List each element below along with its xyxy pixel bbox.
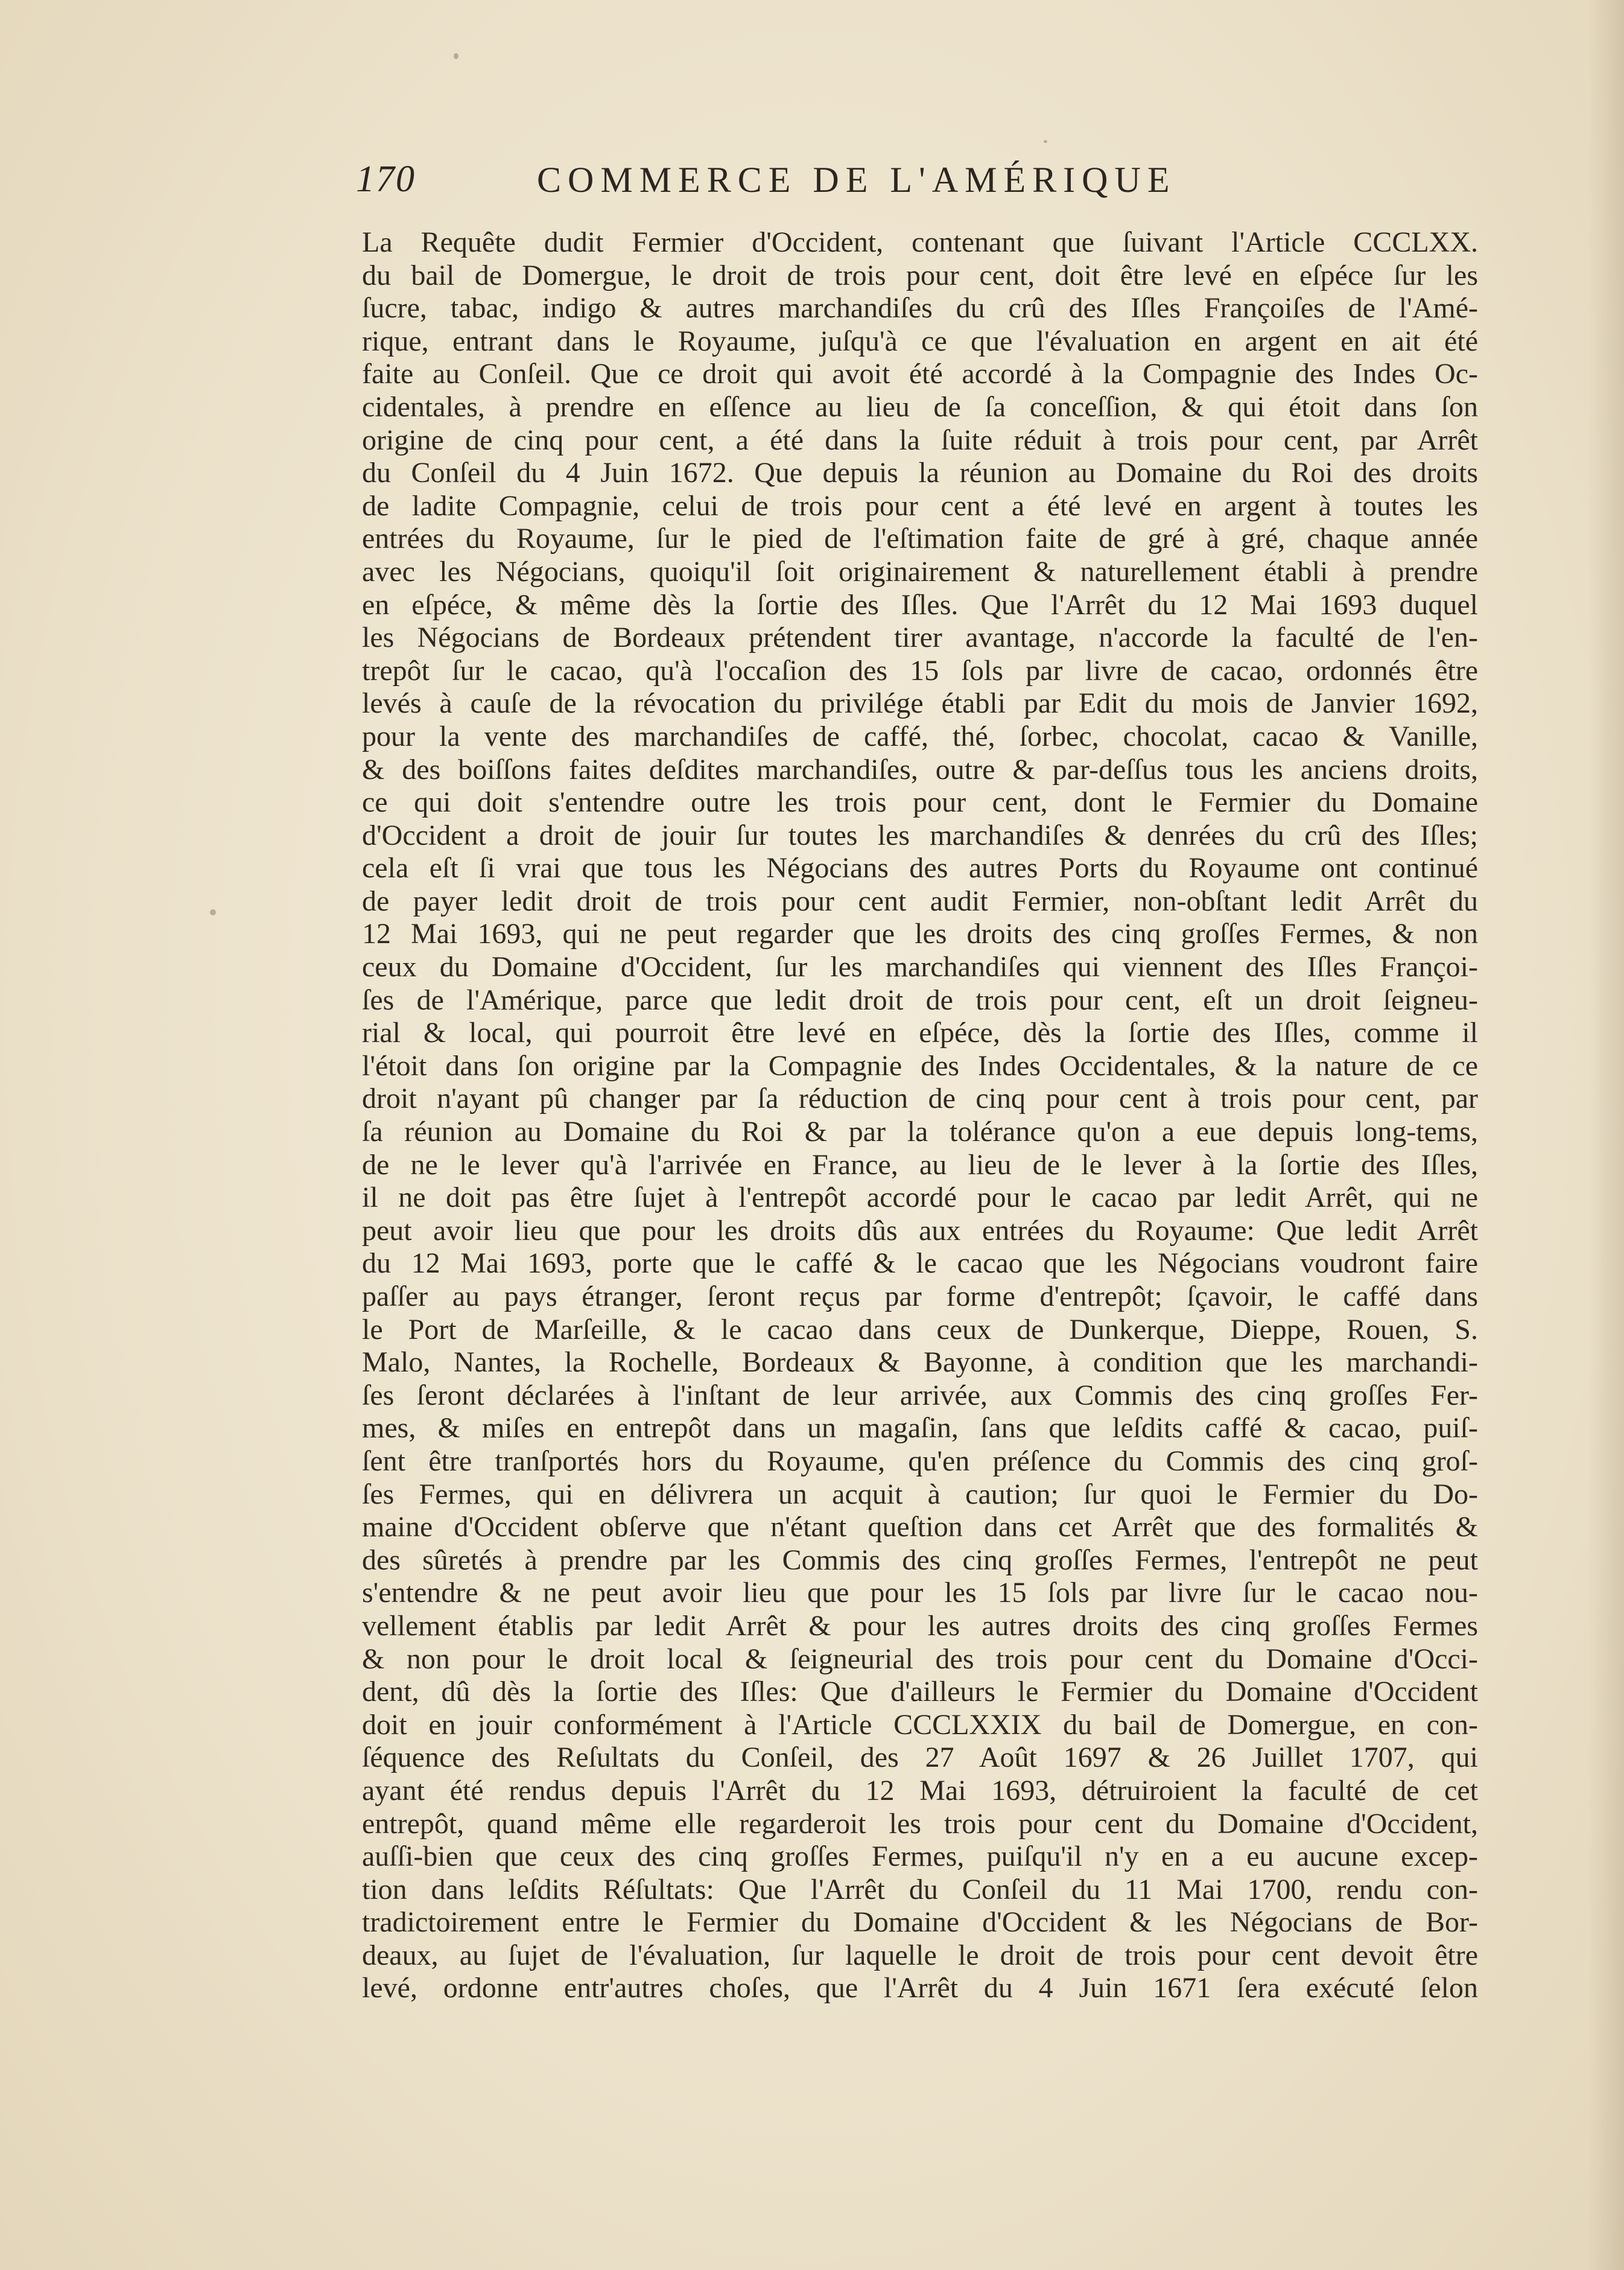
text-line: ſa réunion au Domaine du Roi & par la tolérance qu'on a eue depuis long-tems, <box>362 1116 1478 1148</box>
text-line: origine de cinq pour cent, a été dans la ſuite réduit à trois pour cent, par Arrêt <box>362 424 1478 456</box>
text-line: ayant été rendus depuis l'Arrêt du 12 Mai 1693, détruiroient la faculté de cet <box>362 1774 1478 1807</box>
text-line: tion dans leſdits Réſultats: Que l'Arrêt du Conſeil du 11 Mai 1700, rendu con- <box>362 1873 1478 1906</box>
text-line: avec les Négocians, quoiqu'il ſoit originairement & naturellement établi à prendre <box>362 555 1478 588</box>
text-line: trepôt ſur le cacao, qu'à l'occaſion des 15 ſols par livre de cacao, ordonnés être <box>362 654 1478 687</box>
text-line: & des boiſſons faites deſdites marchandiſes, outre & par-deſſus tous les anciens droits, <box>362 753 1478 786</box>
text-line: paſſer au pays étranger, ſeront reçus par forme d'entrepôt; ſçavoir, le caffé dans <box>362 1280 1478 1312</box>
text-line: de ladite Compagnie, celui de trois pour cent a été levé en argent à toutes les <box>362 489 1478 522</box>
text-line: ſent être tranſportés hors du Royaume, qu'en préſence du Commis des cinq groſ- <box>362 1445 1478 1477</box>
text-line: entrées du Royaume, ſur le pied de l'eſtimation faite de gré à gré, chaque année <box>362 523 1478 555</box>
page-number: 170 <box>356 159 416 200</box>
text-line: l'étoit dans ſon origine par la Compagnie des Indes Occidentales, & la nature de ce <box>362 1049 1478 1082</box>
page-edge-shadow <box>1588 0 1624 2270</box>
text-line: mes, & miſes en entrepôt dans un magaſin, ſans que leſdits caffé & cacao, puiſ- <box>362 1412 1478 1445</box>
page-header <box>356 158 1357 206</box>
text-line: maine d'Occident obſerve que n'étant queſtion dans cet Arrêt que des formalités & <box>362 1511 1478 1544</box>
text-line: ſucre, tabac, indigo & autres marchandiſes du crû des Iſles Françoiſes de l'Amé- <box>362 292 1478 325</box>
text-line: tradictoirement entre le Fermier du Domaine d'Occident & les Négocians de Bor- <box>362 1906 1478 1939</box>
text-line: dent, dû dès la ſortie des Iſles: Que d'ailleurs le Fermier du Domaine d'Occident <box>362 1676 1478 1708</box>
text-line: ſes Fermes, qui en délivrera un acquit à caution; ſur quoi le Fermier du Do- <box>362 1478 1478 1510</box>
text-line: deaux, au ſujet de l'évaluation, ſur laquelle le droit de trois pour cent devoit être <box>362 1939 1478 1971</box>
text-line: entrepôt, quand même elle regarderoit les trois pour cent du Domaine d'Occident, <box>362 1807 1478 1840</box>
text-line: du bail de Domergue, le droit de trois pour cent, doit être levé en eſpéce ſur les <box>362 259 1478 291</box>
text-line: ſéquence des Reſultats du Conſeil, des 27 Août 1697 & 26 Juillet 1707, qui <box>362 1741 1478 1774</box>
text-line: ſes de l'Amérique, parce que ledit droit de trois pour cent, eſt un droit ſeigneu- <box>362 984 1478 1016</box>
text-line: du Conſeil du 4 Juin 1672. Que depuis la réunion au Domaine du Roi des droits <box>362 457 1478 489</box>
text-line: peut avoir lieu que pour les droits dûs aux entrées du Royaume: Que ledit Arrêt <box>362 1214 1478 1247</box>
text-line: ce qui doit s'entendre outre les trois pour cent, dont le Fermier du Domaine <box>362 786 1478 819</box>
text-line: pour la vente des marchandiſes de caffé, thé, ſorbec, chocolat, cacao & Vanille, <box>362 720 1478 752</box>
text-line: rique, entrant dans le Royaume, juſqu'à ce que l'évaluation en argent en ait été <box>362 325 1478 357</box>
running-title: COMMERCE DE L'AMÉRIQUE <box>537 160 1176 200</box>
paper-speck <box>454 53 458 59</box>
text-line: en eſpéce, & même dès la ſortie des Iſles. Que l'Arrêt du 12 Mai 1693 duquel <box>362 588 1478 621</box>
text-line: rial & local, qui pourroit être levé en eſpéce, dès la ſortie des Iſles, comme il <box>362 1017 1478 1049</box>
text-line: levé, ordonne entr'autres choſes, que l'Arrêt du 4 Juin 1671 ſera exécuté ſelon <box>362 1972 1478 2005</box>
text-line: Malo, Nantes, la Rochelle, Bordeaux & Bayonne, à condition que les marchandi- <box>362 1346 1478 1379</box>
text-line: droit n'ayant pû changer par ſa réduction de cinq pour cent à trois pour cent, par <box>362 1083 1478 1115</box>
text-line: du 12 Mai 1693, porte que le caffé & le cacao que les Négocians voudront faire <box>362 1247 1478 1280</box>
text-line: vellement établis par ledit Arrêt & pour les autres droits des cinq groſſes Fermes <box>362 1609 1478 1642</box>
text-line: doit en jouir conformément à l'Article CCCLXXIX du bail de Domergue, en con- <box>362 1708 1478 1741</box>
text-line: ceux du Domaine d'Occident, ſur les marchandiſes qui viennent des Iſles Françoi- <box>362 951 1478 984</box>
text-line: 12 Mai 1693, qui ne peut regarder que les droits des cinq groſſes Fermes, & non <box>362 918 1478 950</box>
text-line: cidentales, à prendre en eſſence au lieu de ſa conceſſion, & qui étoit dans ſon <box>362 390 1478 423</box>
paper-speck <box>1044 140 1047 143</box>
paper-speck <box>210 909 216 915</box>
text-line: de payer ledit droit de trois pour cent audit Fermier, non-obſtant ledit Arrêt du <box>362 885 1478 917</box>
body-text <box>362 226 1478 2005</box>
text-line: & non pour le droit local & ſeigneurial des trois pour cent du Domaine d'Occi- <box>362 1642 1478 1675</box>
text-line: il ne doit pas être ſujet à l'entrepôt accordé pour le cacao par ledit Arrêt, qui ne <box>362 1181 1478 1214</box>
text-line: auſſi-bien que ceux des cinq groſſes Fermes, puiſqu'il n'y en a eu aucune excep- <box>362 1840 1478 1873</box>
text-line: La Requête dudit Fermier d'Occident, contenant que ſuivant l'Article CCCLXX. <box>362 226 1478 258</box>
text-line: levés à cauſe de la révocation du privilége établi par Edit du mois de Janvier 1692, <box>362 687 1478 720</box>
text-line: le Port de Marſeille, & le cacao dans ceux de Dunkerque, Dieppe, Rouen, S. <box>362 1313 1478 1346</box>
text-line: faite au Conſeil. Que ce droit qui avoit été accordé à la Compagnie des Indes Oc- <box>362 358 1478 390</box>
text-line: les Négocians de Bordeaux prétendent tirer avantage, n'accorde la faculté de l'en- <box>362 622 1478 654</box>
text-line: des sûretés à prendre par les Commis des cinq groſſes Fermes, l'entrepôt ne peut <box>362 1544 1478 1576</box>
text-line: cela eſt ſi vrai que tous les Négocians des autres Ports du Royaume ont continué <box>362 852 1478 885</box>
text-line: de ne le lever qu'à l'arrivée en France, au lieu de le lever à la ſortie des Iſles, <box>362 1148 1478 1181</box>
text-line: s'entendre & ne peut avoir lieu que pour les 15 ſols par livre ſur le cacao nou- <box>362 1577 1478 1609</box>
text-line: d'Occident a droit de jouir ſur toutes les marchandiſes & denrées du crû des Iſles; <box>362 819 1478 851</box>
text-line: ſes ſeront déclarées à l'inſtant de leur arrivée, aux Commis des cinq groſſes Fer- <box>362 1379 1478 1411</box>
